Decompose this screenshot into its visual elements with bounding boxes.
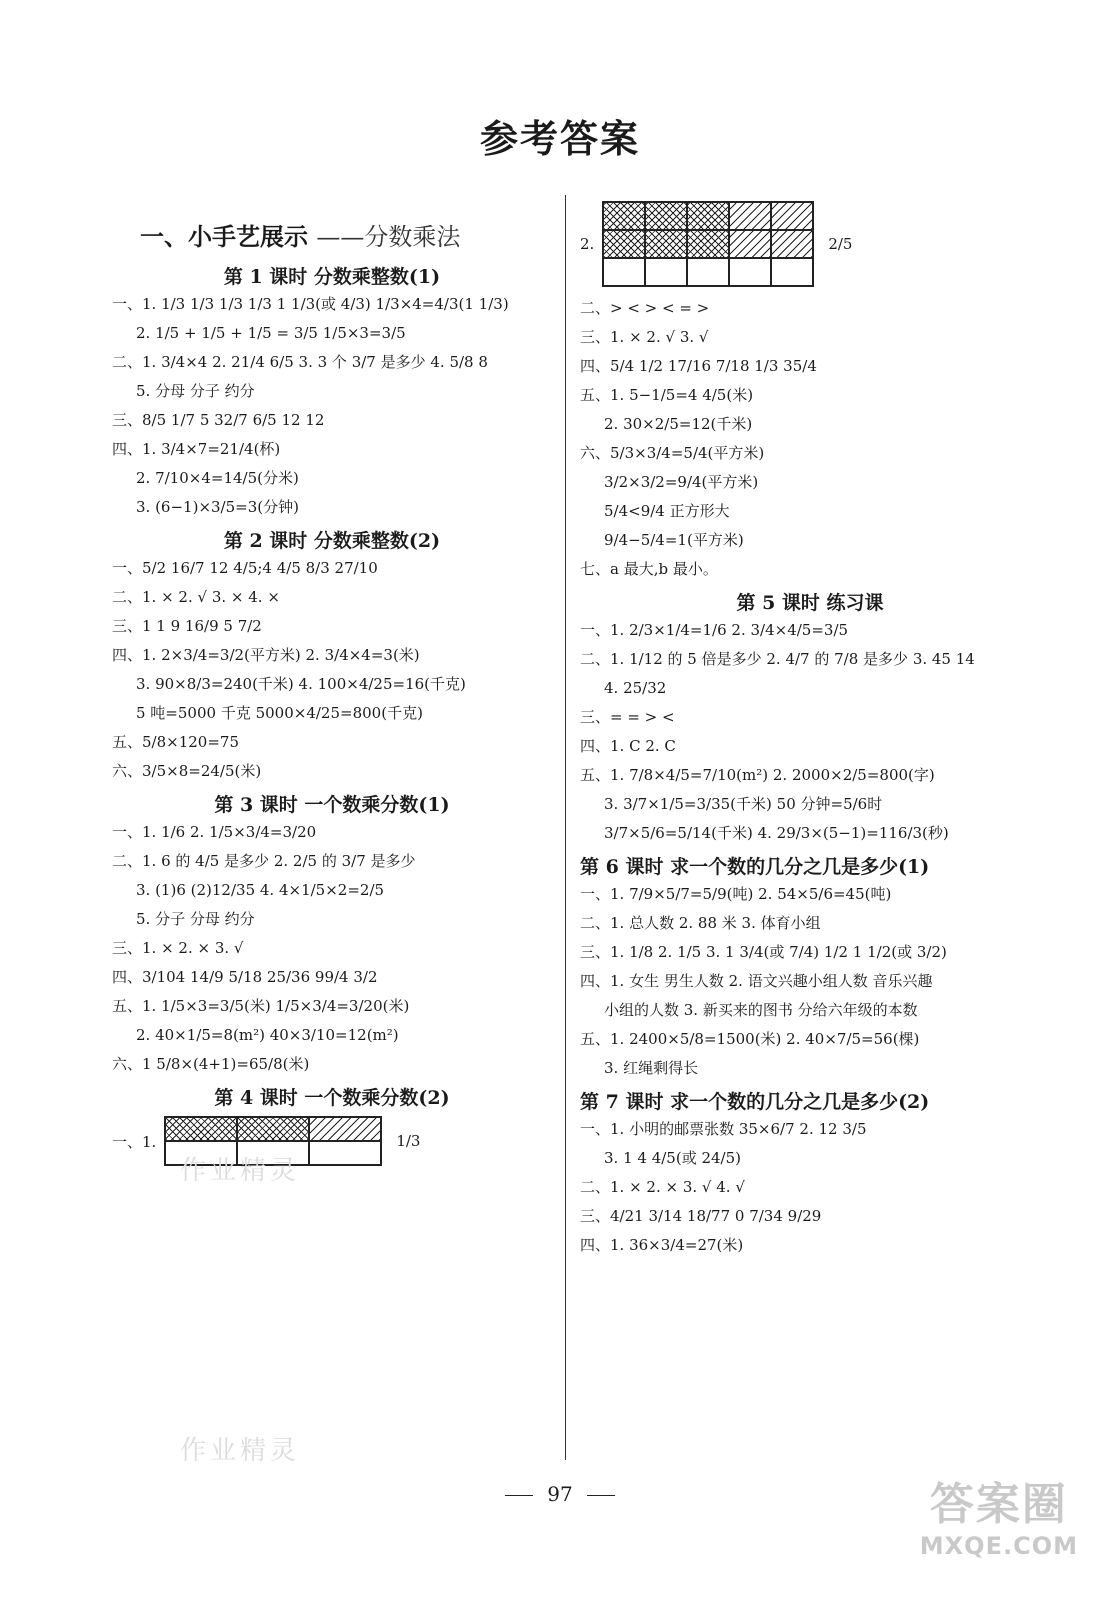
answer-line: 五、1. 2400×5/8=1500(米) 2. 40×7/5=56(棵) <box>580 1030 920 1048</box>
figure-label: 2. <box>580 235 595 253</box>
dash-right <box>587 1495 615 1496</box>
answer-line: 五、5/8×120=75 <box>112 733 239 751</box>
answer-line: 七、a 最大,b 最小。 <box>580 560 718 578</box>
right-column <box>580 195 1040 1450</box>
answer-line: 一、1. 2/3×1/4=1/6 2. 3/4×4/5=3/5 <box>580 621 849 639</box>
watermark-logo <box>920 1468 1078 1560</box>
answer-line: 三、4/21 3/14 18/77 0 7/34 9/29 <box>580 1207 822 1225</box>
answer-line: 二、1. 3/4×4 2. 21/4 6/5 3. 3 个 3/7 是多少 4. 5/8 8 <box>112 353 488 371</box>
answer-line: 三、8/5 1/7 5 32/7 6/5 12 12 <box>112 411 325 429</box>
grid-cell-hatched <box>771 202 813 230</box>
answer-line: 四、1. 2×3/4=3/2(平方米) 2. 3/4×4=3(米) <box>112 646 420 664</box>
strip-cell-crosshatch <box>237 1117 309 1141</box>
answer-line: 四、3/104 14/9 5/18 25/36 99/4 3/2 <box>112 968 378 986</box>
answer-line: 四、1. 女生 男生人数 2. 语文兴趣小组人数 音乐兴趣 <box>580 972 933 990</box>
grid-cell-empty <box>687 258 729 286</box>
watermark-logo-text: 答案圈 <box>929 1479 1068 1530</box>
grid-cell-crosshatch <box>603 202 645 230</box>
lesson-6-title: 第 6 课时 求一个数的几分之几是多少(1) <box>580 856 930 878</box>
answer-line: 三、1 1 9 16/9 5 7/2 <box>112 617 262 635</box>
unit-subtitle: ——分数乘法 <box>316 223 461 251</box>
answer-line: 一、5/2 16/7 12 4/5;4 4/5 8/3 27/10 <box>112 559 378 577</box>
grid-cell-crosshatch <box>603 230 645 258</box>
answer-line: 2. 7/10×4=14/5(分米) <box>136 469 299 487</box>
grid-cell-empty <box>771 258 813 286</box>
answer-line: 三、1. × 2. × 3. √ <box>112 939 244 957</box>
figure-label: 一、1. <box>112 1132 157 1151</box>
grid-cell-crosshatch <box>645 202 687 230</box>
strip-cell-crosshatch <box>165 1117 237 1141</box>
answer-line: 小组的人数 3. 新买来的图书 分给六年级的本数 <box>604 1001 918 1019</box>
left-column <box>112 205 552 1450</box>
lesson-3-title: 第 3 课时 一个数乘分数(1) <box>214 794 450 816</box>
answer-line: 二、1. × 2. √ 3. × 4. × <box>112 588 280 606</box>
answer-line: 四、5/4 1/2 17/16 7/18 1/3 35/4 <box>580 357 817 375</box>
watermark-logo-url: MXQE.COM <box>919 1532 1078 1560</box>
figure-fraction: 1/3 <box>396 1132 421 1150</box>
answer-line: 六、5/3×3/4=5/4(平方米) <box>580 444 765 462</box>
answer-line: 三、1. 1/8 2. 1/5 3. 1 3/4(或 7/4) 1/2 1 1/2(或 3/2) <box>580 943 947 961</box>
answer-line: 一、1. 1/6 2. 1/5×3/4=3/20 <box>112 823 317 841</box>
grid-cell-crosshatch <box>687 202 729 230</box>
grid-cell-empty <box>729 258 771 286</box>
grid-cell-hatched <box>729 202 771 230</box>
answer-line: 5 吨=5000 千克 5000×4/25=800(千克) <box>136 704 423 722</box>
grid-cell-crosshatch <box>645 230 687 258</box>
answer-line: 3. 90×8/3=240(千米) 4. 100×4/25=16(千克) <box>136 675 466 693</box>
lesson-5-title: 第 5 课时 练习课 <box>736 592 884 614</box>
watermark-text: 作业精灵 <box>180 1436 301 1466</box>
answer-line: 三、= = > < <box>580 708 675 726</box>
column-divider <box>565 195 566 1460</box>
lesson-4-title: 第 4 课时 一个数乘分数(2) <box>214 1087 450 1109</box>
answer-line: 六、1 5/8×(4+1)=65/8(米) <box>112 1055 310 1073</box>
answer-line: 二、> < > < = > <box>580 299 710 317</box>
answer-line: 二、1. 1/12 的 5 倍是多少 2. 4/7 的 7/8 是多少 3. 45 14 <box>580 650 975 668</box>
strip-cell-empty <box>309 1141 381 1165</box>
answer-line: 五、1. 7/8×4/5=7/10(m²) 2. 2000×2/5=800(字) <box>580 766 935 784</box>
answer-line: 5/4<9/4 正方形大 <box>604 502 730 520</box>
answer-line: 四、1. 3/4×7=21/4(杯) <box>112 440 281 458</box>
answer-line: 3. 红绳剩得长 <box>604 1059 699 1077</box>
grid-cell-empty <box>603 258 645 286</box>
answer-line: 3. (6−1)×3/5=3(分钟) <box>136 498 299 516</box>
lesson-7-title: 第 7 课时 求一个数的几分之几是多少(2) <box>580 1091 930 1113</box>
answer-line: 9/4−5/4=1(平方米) <box>604 531 744 549</box>
watermark-text: 作业精灵 <box>180 1156 301 1186</box>
grid-cell-empty <box>645 258 687 286</box>
grid-cell-hatched <box>771 230 813 258</box>
strip-cell-hatched <box>309 1117 381 1141</box>
unit-title <box>140 217 552 252</box>
grid-cell-hatched <box>729 230 771 258</box>
answer-line: 一、1. 1/3 1/3 1/3 1/3 1 1/3(或 4/3) 1/3×4=4/3(1 1/3) <box>112 295 509 313</box>
answer-line: 二、1. 6 的 4/5 是多少 2. 2/5 的 3/7 是多少 <box>112 852 416 870</box>
answer-line: 2. 40×1/5=8(m²) 40×3/10=12(m²) <box>136 1026 399 1044</box>
answer-line: 2. 30×2/5=12(千米) <box>604 415 753 433</box>
figure-grid-2 <box>580 201 1040 287</box>
lesson-2-title: 第 2 课时 分数乘整数(2) <box>223 530 441 552</box>
page-number-text: 97 <box>547 1482 573 1506</box>
answer-line: 3. 3/7×1/5=3/35(千米) 50 分钟=5/6时 <box>604 795 883 813</box>
answer-line: 五、1. 5−1/5=4 4/5(米) <box>580 386 754 404</box>
answer-line: 5. 分子 分母 约分 <box>136 910 255 928</box>
answer-line: 四、1. C 2. C <box>580 737 676 755</box>
dash-left <box>505 1495 533 1496</box>
answer-line: 3. (1)6 (2)12/35 4. 4×1/5×2=2/5 <box>136 881 385 899</box>
figure-fraction: 2/5 <box>828 235 853 253</box>
grid-cell-crosshatch <box>687 230 729 258</box>
answer-line: 3/7×5/6=5/14(千米) 4. 29/3×(5−1)=116/3(秒) <box>604 824 949 842</box>
answer-line: 2. 1/5 + 1/5 + 1/5 = 3/5 1/5×3=3/5 <box>136 324 406 342</box>
answer-line: 二、1. × 2. × 3. √ 4. √ <box>580 1178 745 1196</box>
unit-title-main: 一、小手艺展示 <box>140 222 308 251</box>
answer-line: 一、1. 小明的邮票张数 35×6/7 2. 12 3/5 <box>580 1120 867 1138</box>
answer-line: 一、1. 7/9×5/7=5/9(吨) 2. 54×5/6=45(吨) <box>580 885 892 903</box>
answer-line: 5. 分母 分子 约分 <box>136 382 255 400</box>
answer-line: 3. 1 4 4/5(或 24/5) <box>604 1149 741 1167</box>
answer-line: 五、1. 1/5×3=3/5(米) 1/5×3/4=3/20(米) <box>112 997 410 1015</box>
answer-line: 六、3/5×8=24/5(米) <box>112 762 262 780</box>
answer-line: 三、1. × 2. √ 3. √ <box>580 328 709 346</box>
answer-line: 二、1. 总人数 2. 88 米 3. 体育小组 <box>580 914 821 932</box>
hatched-grid <box>602 201 814 287</box>
lesson-1-title: 第 1 课时 分数乘整数(1) <box>223 266 441 288</box>
answer-line: 4. 25/32 <box>604 679 667 697</box>
figure-strip-1 <box>112 1116 552 1166</box>
answer-line: 四、1. 36×3/4=27(米) <box>580 1236 744 1254</box>
page-title: 参考答案 <box>479 116 640 161</box>
answer-line: 3/2×3/2=9/4(平方米) <box>604 473 759 491</box>
